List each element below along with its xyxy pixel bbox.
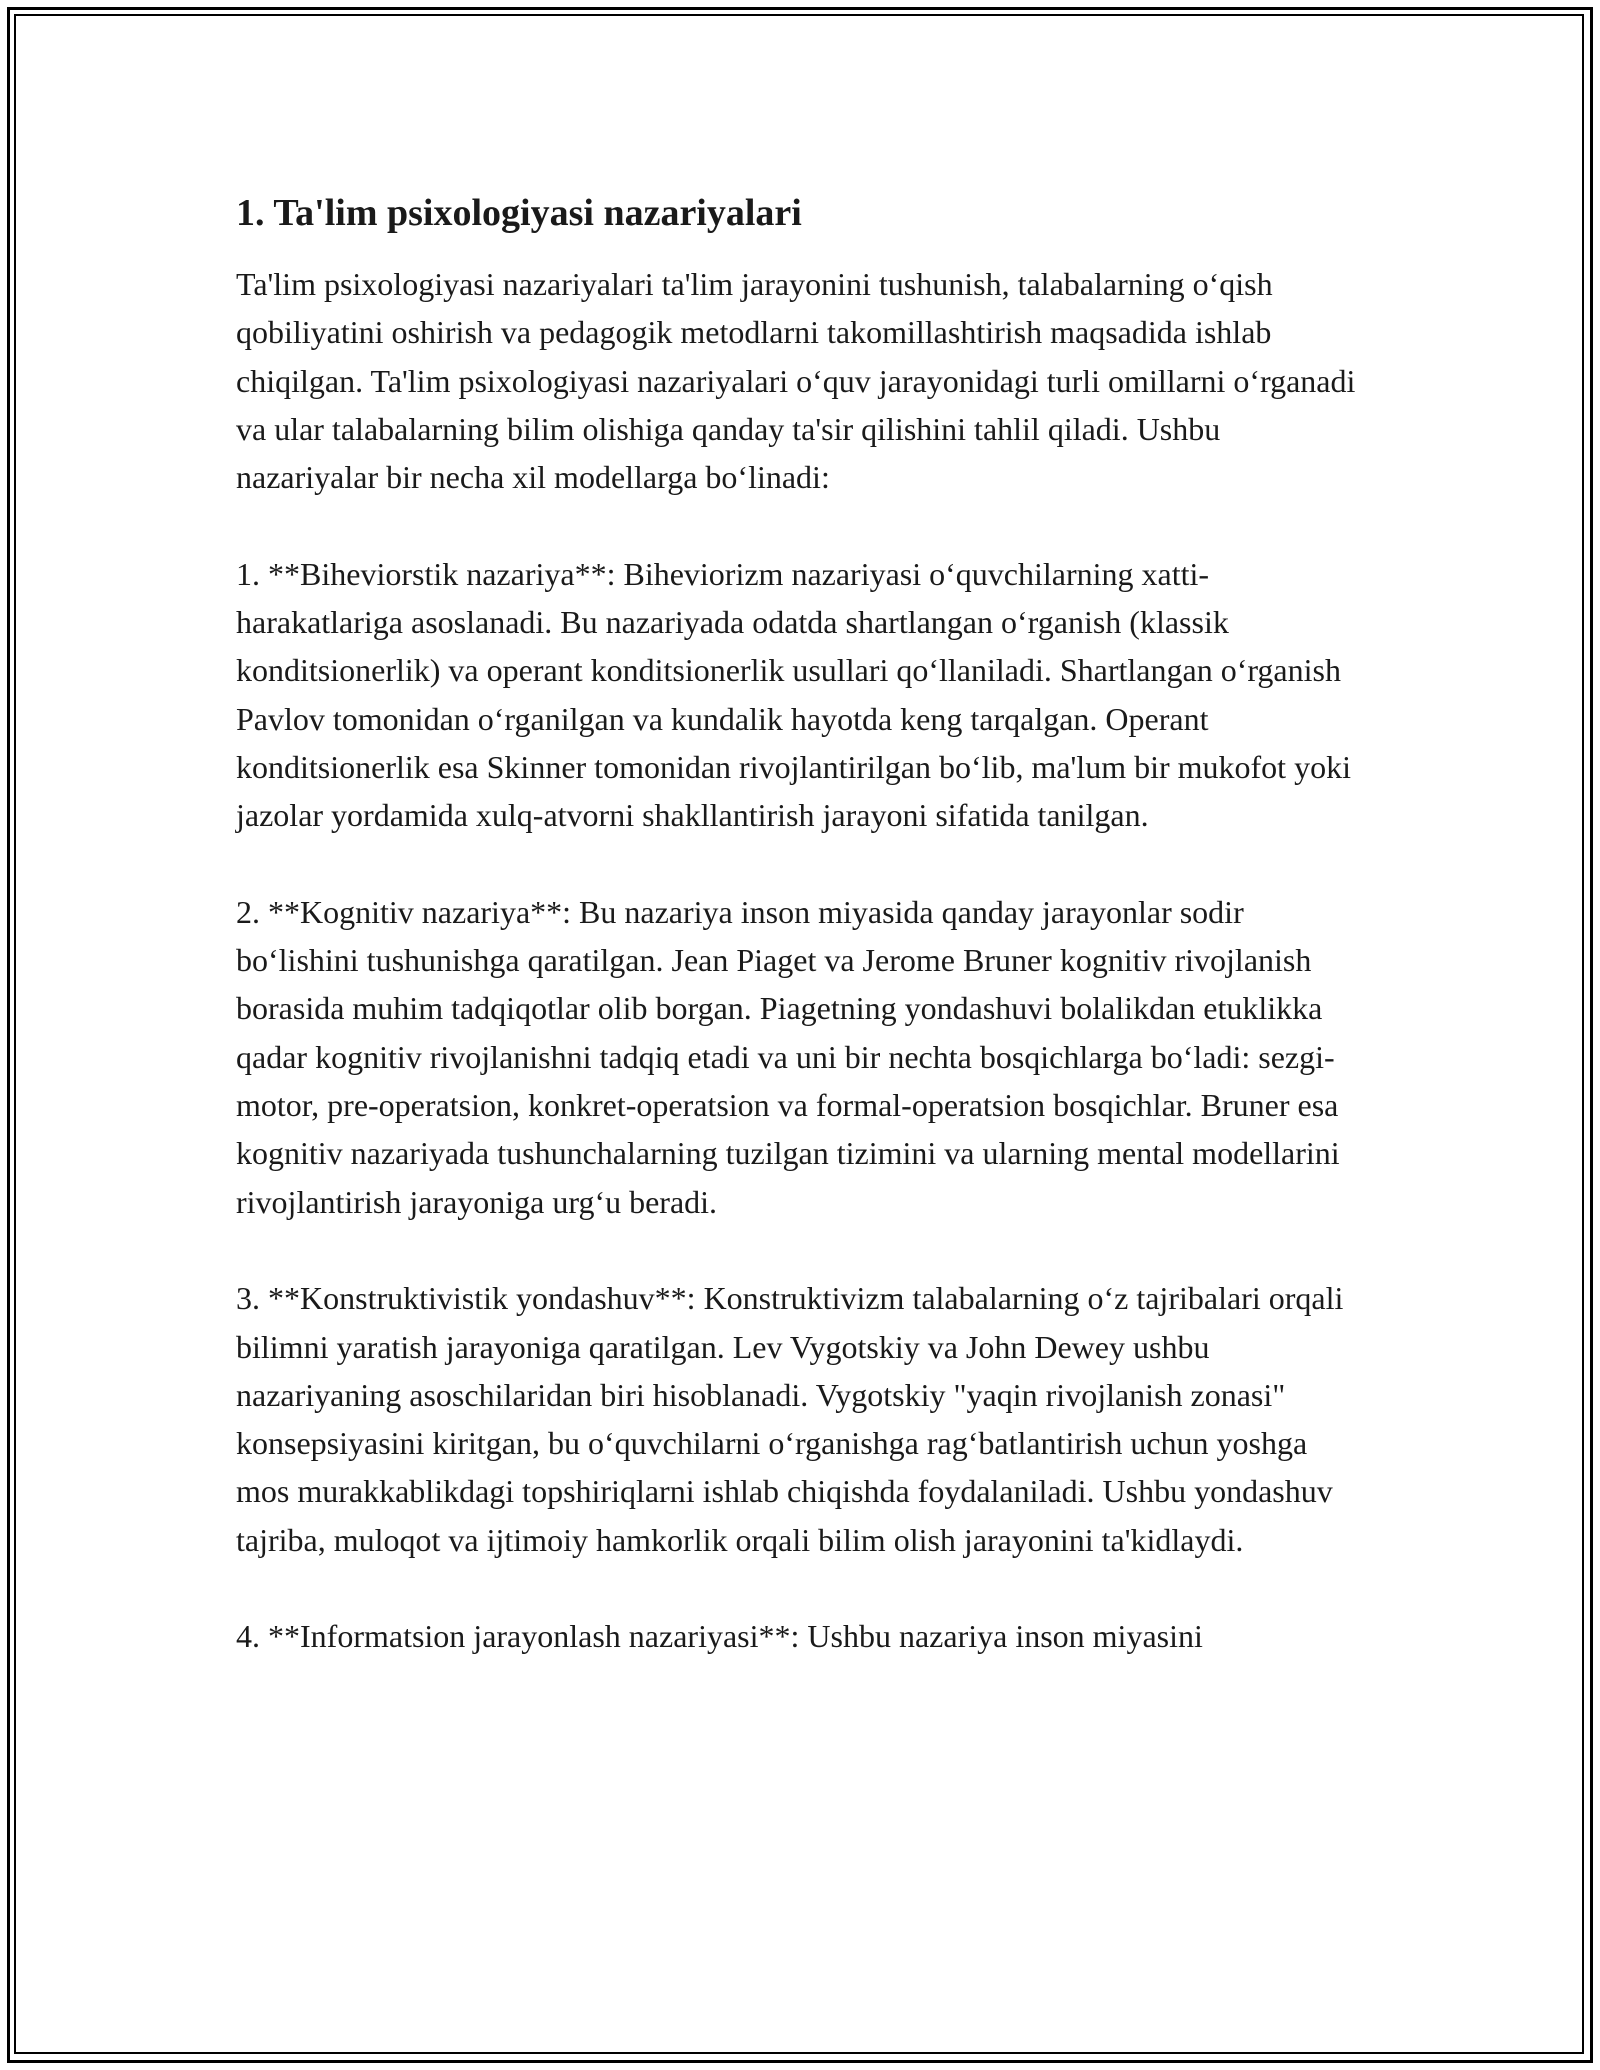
intro-paragraph: Ta'lim psixologiyasi nazariyalari ta'lim jarayonini tushunish, talabalarning o‘qish qobiliyatini oshirish va pedagogik metodlarni takomillashtirish maqsadida ishlab chiqilgan. Ta'lim psixologiyasi nazariyalari o‘quv jarayonidagi turli omillarni o‘rganadi va ular talabalarning bilim olishiga qanday ta'sir qilishini tahlil qiladi. Ushbu nazariyalar bir necha xil modellarga bo‘linadi: bbox=[236, 266, 1356, 496]
paragraph-behaviorist-theory: 1. **Biheviorstik nazariya**: Biheviorizm nazariyasi o‘quvchilarning xatti-harakatlariga asoslanadi. Bu nazariyada odatda shartlangan o‘rganish (klassik konditsionerlik) va operant konditsionerlik usullari qo‘llaniladi. Shartlangan o‘rganish Pavlov tomonidan o‘rganilgan va kundalik hayotda keng tarqalgan. Operant konditsionerlik esa Skinner tomonidan rivojlantirilgan bo‘lib, ma'lum bir mukofot yoki jazolar yordamida xulq-atvorni shakllantirish jarayoni sifatida tanilgan. bbox=[236, 555, 1351, 834]
paragraph-information-processing-theory: 4. **Informatsion jarayonlash nazariyasi**: Ushbu nazariya inson miyasini bbox=[236, 1618, 1203, 1655]
document-body bbox=[236, 186, 1364, 1661]
paragraph-cognitive-theory: 2. **Kognitiv nazariya**: Bu nazariya inson miyasida qanday jarayonlar sodir bo‘lishini tushunishga qaratilgan. Jean Piaget va Jerome Bruner kognitiv rivojlanish borasida muhim tadqiqotlar olib borgan. Piagetning yondashuvi bolalikdan etuklikka qadar kognitiv rivojlanishni tadqiq etadi va uni bir nechta bosqichlarga bo‘ladi: sezgi-motor, pre-operatsion, konkret-operatsion va formal-operatsion bosqichlar. Bruner esa kognitiv nazariyada tushunchalarning tuzilgan tizimini va ularning mental modellarini rivojlantirish jarayoniga urg‘u beradi. bbox=[236, 893, 1340, 1220]
section-heading: 1. Ta'lim psixologiyasi nazariyalari bbox=[236, 192, 802, 234]
paragraph-constructivist-approach: 3. **Konstruktivistik yondashuv**: Konstruktivizm talabalarning o‘z tajribalari orqali bilimni yaratish jarayoniga qaratilgan. Lev Vygotskiy va John Dewey ushbu nazariyaning asoschilaridan biri hisoblanadi. Vygotskiy "yaqin rivojlanish zonasi" konsepsiyasini kiritgan, bu o‘quvchilarni o‘rganishga rag‘batlantirish uchun yoshga mos murakkablikdagi topshiriqlarni ishlab chiqishda foydalaniladi. Ushbu yondashuv tajriba, muloqot va ijtimoiy hamkorlik orqali bilim olish jarayonini ta'kidlaydi. bbox=[236, 1280, 1344, 1558]
